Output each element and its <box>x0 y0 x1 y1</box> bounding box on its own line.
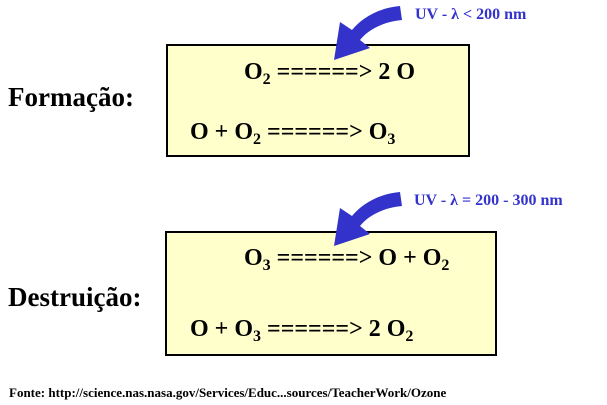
destruction-uv-label: UV - λ = 200 - 300 nm <box>414 192 563 209</box>
formation-reaction-1: $O_2$ ======> 2 O <box>244 59 416 88</box>
formation-uv-label: UV - λ < 200 nm <box>415 6 527 23</box>
curved-arrow-icon <box>324 190 404 250</box>
formation-reaction-2: $O + O_2$ ======> $O_3$ <box>190 119 396 148</box>
source-caption: Fonte: http://science.nas.nasa.gov/Services/Educ...sources/TeacherWork/Ozone <box>9 385 447 400</box>
destruction-reaction-2: $O + O_3$ ======> 2 $O_2$ <box>190 316 414 345</box>
destruction-label: Destruição: <box>8 282 142 312</box>
curved-arrow-icon <box>324 4 404 64</box>
formation-label: Formação: <box>8 82 134 112</box>
destruction-reaction-1: $O_3$ ======> $O + O_2$ <box>244 245 450 274</box>
